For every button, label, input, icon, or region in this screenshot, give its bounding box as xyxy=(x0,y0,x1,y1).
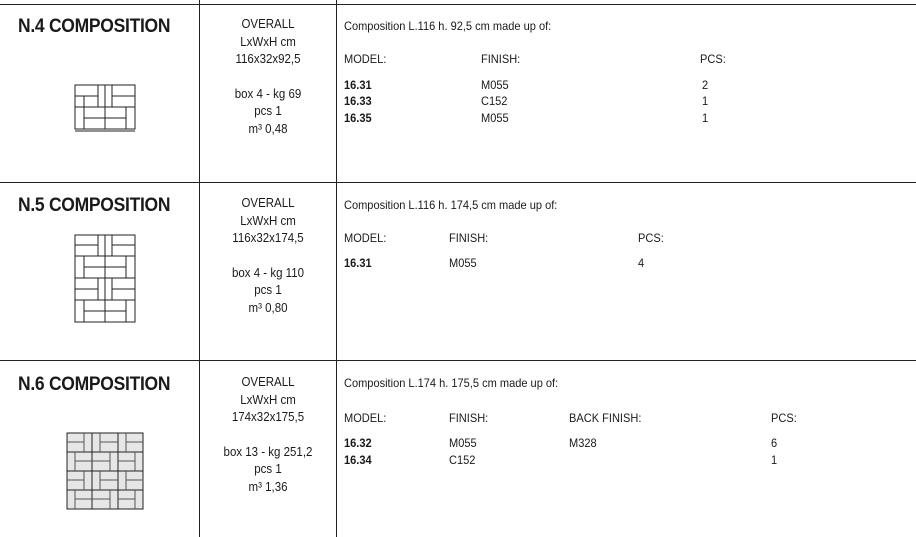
overall-info-n6 xyxy=(205,374,330,496)
table-row-pcs: 4 xyxy=(638,256,645,270)
shelf-composition-n4-icon xyxy=(74,84,136,132)
volume-info: m³ 0,48 xyxy=(248,121,288,136)
table-row-pcs: 1 xyxy=(771,453,778,467)
overall-info-n4 xyxy=(205,16,330,138)
pcs-info: pcs 1 xyxy=(254,462,282,476)
table-row-model: 16.31 xyxy=(344,256,372,270)
row-divider-top xyxy=(0,4,916,5)
shelf-composition-n6-icon xyxy=(66,432,144,512)
header-finish: FINISH: xyxy=(481,52,521,66)
header-finish: FINISH: xyxy=(449,231,489,245)
header-model: MODEL: xyxy=(344,231,387,245)
box-info: box 4 - kg 110 xyxy=(231,265,305,280)
shelf-composition-n5-icon xyxy=(74,234,136,324)
table-row-finish: C152 xyxy=(449,453,476,467)
box-info: box 4 - kg 69 xyxy=(234,86,302,101)
table-row-model: 16.31 xyxy=(344,78,372,92)
box-info: box 13 - kg 251,2 xyxy=(223,444,313,459)
composition-description-n6: Composition L.174 h. 175,5 cm made up of: xyxy=(344,376,559,390)
table-row-pcs: 1 xyxy=(702,94,709,108)
header-model: MODEL: xyxy=(344,52,387,66)
volume-info: m³ 0,80 xyxy=(248,300,288,315)
header-pcs: PCS: xyxy=(771,411,797,425)
composition-description-n5: Composition L.116 h. 174,5 cm made up of: xyxy=(344,198,558,212)
composition-description-n4: Composition L.116 h. 92,5 cm made up of: xyxy=(344,19,552,33)
table-row-finish: C152 xyxy=(481,94,508,108)
overall-dims: 174x32x175,5 xyxy=(231,410,305,424)
overall-dims-label: LxWxH cm xyxy=(240,34,296,49)
row-divider-2 xyxy=(0,360,916,361)
overall-heading: OVERALL xyxy=(241,17,295,31)
header-back-finish: BACK FINISH: xyxy=(569,411,642,425)
table-row-pcs: 6 xyxy=(771,436,778,450)
table-row-pcs: 1 xyxy=(702,111,709,125)
column-divider-1 xyxy=(199,0,200,537)
table-row-finish: M055 xyxy=(481,111,509,125)
pcs-info: pcs 1 xyxy=(254,283,282,297)
header-finish: FINISH: xyxy=(449,411,489,425)
table-row-model: 16.33 xyxy=(344,94,372,108)
table-row-pcs: 2 xyxy=(702,78,709,92)
overall-dims-label: LxWxH cm xyxy=(240,213,296,228)
composition-title-n5: N.5 COMPOSITION xyxy=(18,195,171,216)
table-row-back-finish: M328 xyxy=(569,436,597,450)
header-pcs: PCS: xyxy=(638,231,664,245)
pcs-info: pcs 1 xyxy=(254,104,282,118)
row-divider-1 xyxy=(0,182,916,183)
table-row-finish: M055 xyxy=(449,256,477,270)
overall-info-n5 xyxy=(205,195,330,317)
header-model: MODEL: xyxy=(344,411,387,425)
table-row-finish: M055 xyxy=(449,436,477,450)
overall-dims-label: LxWxH cm xyxy=(240,392,296,407)
volume-info: m³ 1,36 xyxy=(248,479,288,494)
table-row-model: 16.34 xyxy=(344,453,372,467)
table-row-model: 16.32 xyxy=(344,436,372,450)
composition-title-n4: N.4 COMPOSITION xyxy=(18,16,171,37)
column-divider-2 xyxy=(336,0,337,537)
table-row-finish: M055 xyxy=(481,78,509,92)
overall-dims: 116x32x174,5 xyxy=(232,231,304,245)
composition-title-n6: N.6 COMPOSITION xyxy=(18,374,171,395)
overall-dims: 116x32x92,5 xyxy=(235,52,301,66)
overall-heading: OVERALL xyxy=(241,196,295,210)
header-pcs: PCS: xyxy=(700,52,726,66)
overall-heading: OVERALL xyxy=(241,375,295,389)
table-row-model: 16.35 xyxy=(344,111,372,125)
